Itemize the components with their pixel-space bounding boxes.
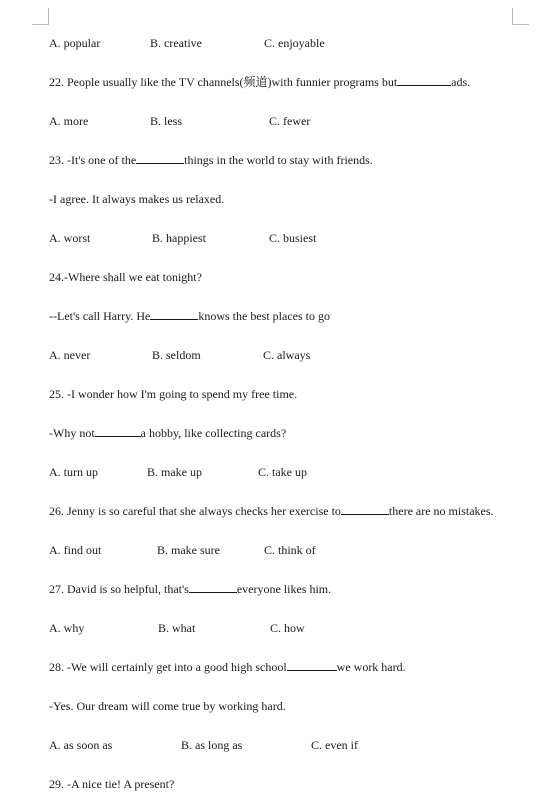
- q24-stem: 24.-Where shall we eat tonight?: [49, 270, 202, 284]
- q25-stem: 25. -I wonder how I'm going to spend my free time.: [49, 387, 298, 401]
- q27-answer-blank: [189, 581, 237, 593]
- q27-option-b: B. what: [158, 621, 196, 635]
- q28-reply: -Yes. Our dream will come true by working hard.: [49, 699, 286, 713]
- q22-option-a: A. more: [49, 114, 89, 128]
- q22-option-c: C. fewer: [269, 114, 311, 128]
- q22-stem-suffix: ads.: [451, 75, 471, 89]
- q25-answer-blank: [95, 425, 141, 437]
- q22-answer-blank: [397, 74, 451, 86]
- q28-stem: [49, 659, 406, 675]
- q23-stem-suffix: things in the world to stay with friends.: [184, 153, 373, 167]
- q28-option-a: A. as soon as: [49, 738, 113, 752]
- q28-stem-prefix: 28. -We will certainly get into a good high school: [49, 660, 287, 674]
- q22-stem: [49, 74, 470, 90]
- q28-answer-blank: [287, 659, 337, 671]
- q26-stem: [49, 503, 494, 519]
- q24-option-c: C. always: [263, 348, 311, 362]
- q25-reply: [49, 425, 286, 441]
- q25-option-b: B. make up: [147, 465, 202, 479]
- q24-reply-suffix: knows the best places to go: [198, 309, 330, 323]
- q27-stem-suffix: everyone likes him.: [236, 582, 332, 596]
- q27-option-a: A. why: [49, 621, 85, 635]
- q22-option-b: B. less: [150, 114, 183, 128]
- q23-option-a: A. worst: [49, 231, 91, 245]
- page-corner-mark-right: [512, 8, 529, 25]
- page-corner-mark-left: [32, 8, 49, 25]
- q29-stem: 29. -A nice tie! A present?: [49, 777, 175, 791]
- q23-option-b: B. happiest: [152, 231, 206, 245]
- q27-stem-prefix: 27. David is so helpful, that's: [49, 582, 189, 596]
- q21-option-a: A. popular: [49, 36, 101, 50]
- q23-reply: -I agree. It always makes us relaxed.: [49, 192, 225, 206]
- q27-option-c: C. how: [270, 621, 305, 635]
- q28-option-c: C. even if: [311, 738, 358, 752]
- q23-stem: [49, 152, 373, 168]
- q26-option-c: C. think of: [264, 543, 316, 557]
- q24-reply-prefix: --Let's call Harry. He: [49, 309, 151, 323]
- q23-stem-prefix: 23. -It's one of the: [49, 153, 137, 167]
- q24-option-a: A. never: [49, 348, 91, 362]
- q28-stem-suffix: we work hard.: [336, 660, 406, 674]
- q25-option-a: A. turn up: [49, 465, 98, 479]
- q23-answer-blank: [136, 152, 184, 164]
- q25-option-c: C. take up: [258, 465, 307, 479]
- q28-option-b: B. as long as: [181, 738, 243, 752]
- q26-answer-blank: [341, 503, 389, 515]
- q21-option-c: C. enjoyable: [264, 36, 325, 50]
- q24-option-b: B. seldom: [152, 348, 201, 362]
- q24-answer-blank: [150, 308, 198, 320]
- q26-stem-prefix: 26. Jenny is so careful that she always checks her exercise to: [49, 504, 341, 518]
- q23-option-c: C. busiest: [269, 231, 317, 245]
- q21-option-b: B. creative: [150, 36, 202, 50]
- q25-reply-prefix: -Why not: [49, 426, 95, 440]
- q24-reply: [49, 308, 330, 324]
- q26-option-a: A. find out: [49, 543, 102, 557]
- q25-reply-suffix: a hobby, like collecting cards?: [140, 426, 287, 440]
- q26-option-b: B. make sure: [157, 543, 220, 557]
- q27-stem: [49, 581, 331, 597]
- q26-stem-suffix: there are no mistakes.: [388, 504, 494, 518]
- q22-stem-prefix: 22. People usually like the TV channels(频道)with funnier programs but: [49, 75, 398, 89]
